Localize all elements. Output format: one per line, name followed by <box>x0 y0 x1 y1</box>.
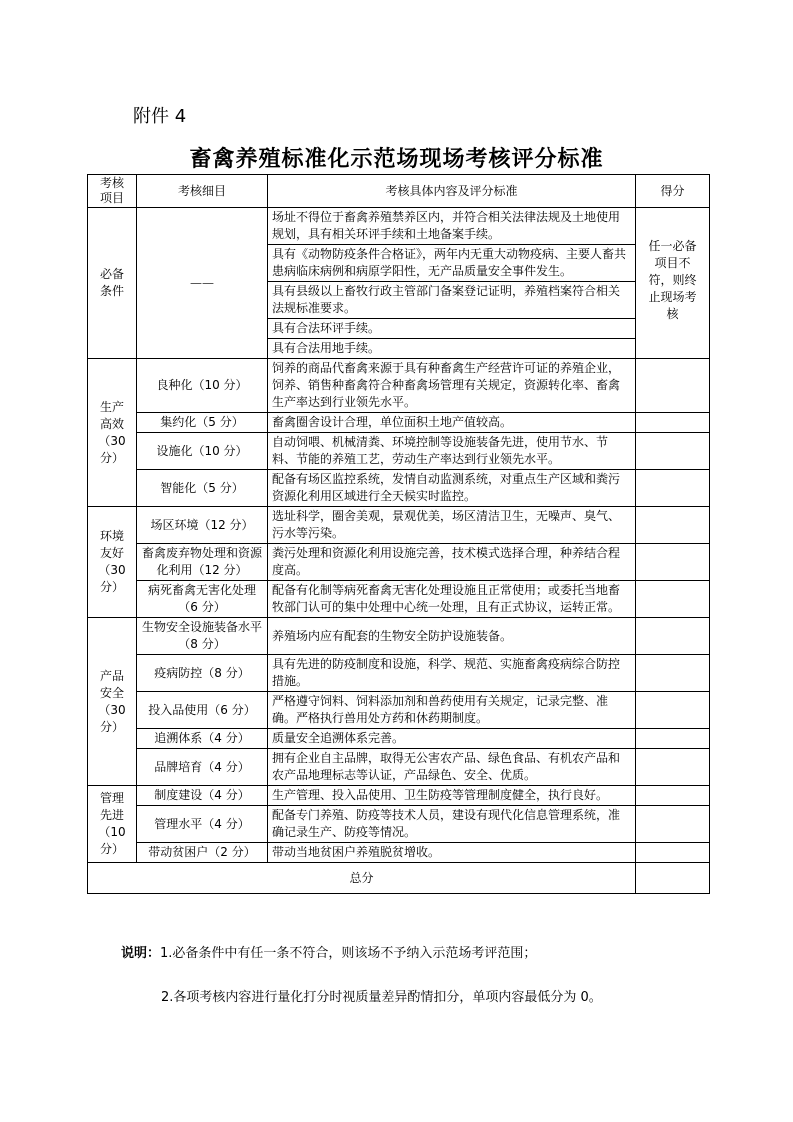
table-row <box>88 749 710 786</box>
score-cell <box>636 692 710 729</box>
table-row <box>88 433 710 470</box>
score-cell <box>636 413 710 433</box>
score-cell <box>636 655 710 692</box>
content-cell: 质量安全追溯体系完善。 <box>268 729 636 749</box>
scored-sections <box>88 359 710 863</box>
score-cell <box>636 806 710 843</box>
category-cell: 管理 先进 （10 分） <box>88 786 137 863</box>
category-cell: 生产 高效 （30 分） <box>88 359 137 507</box>
content-cell: 养殖场内应有配套的生物安全防护设施装备。 <box>268 618 636 655</box>
content-cell: 具有合法环评手续。 <box>268 319 636 339</box>
table-row <box>88 507 710 544</box>
item-cell: —— <box>137 208 268 359</box>
score-cell <box>636 359 710 413</box>
content-cell: 粪污处理和资源化利用设施完善，技术模式选择合理，种养结合程度高。 <box>268 544 636 581</box>
required-row <box>88 208 710 245</box>
table-row <box>88 618 710 655</box>
content-cell: 拥有企业自主品牌，取得无公害农产品、绿色食品、有机农产品和农产品地理标志等认证，产品绿色、安全、优质。 <box>268 749 636 786</box>
content-cell: 配备专门养殖、防疫等技术人员，建设有现代化信息管理系统，准确记录生产、防疫等情况。 <box>268 806 636 843</box>
table-row <box>88 843 710 863</box>
item-cell: 设施化（10 分） <box>137 433 268 470</box>
table-header-row <box>88 175 710 208</box>
table-row <box>88 544 710 581</box>
content-cell: 严格遵守饲料、饲料添加剂和兽药使用有关规定，记录完整、准确。严格执行兽用处方药和休药期制度。 <box>268 692 636 729</box>
content-cell: 具有合法用地手续。 <box>268 339 636 359</box>
item-cell: 疫病防控（8 分） <box>137 655 268 692</box>
content-cell: 饲养的商品代畜禽来源于具有种畜禽生产经营许可证的养殖企业，饲养、销售种畜禽符合种畜禽场管理有关规定，资源转化率、畜禽生产率达到行业领先水平。 <box>268 359 636 413</box>
item-cell: 集约化（5 分） <box>137 413 268 433</box>
content-cell: 场址不得位于畜禽养殖禁养区内，并符合相关法律法规及土地使用规划，具有相关环评手续和土地备案手续。 <box>268 208 636 245</box>
table-row <box>88 413 710 433</box>
item-cell: 智能化（5 分） <box>137 470 268 507</box>
note-line-1 <box>121 942 536 961</box>
content-cell: 带动当地贫困户养殖脱贫增收。 <box>268 843 636 863</box>
item-cell: 场区环境（12 分） <box>137 507 268 544</box>
score-cell <box>636 843 710 863</box>
content-cell: 畜禽圈舍设计合理，单位面积土地产值较高。 <box>268 413 636 433</box>
score-cell <box>636 544 710 581</box>
header-score: 得分 <box>636 175 710 208</box>
category-cell: 环境 友好 （30 分） <box>88 507 137 618</box>
scoring-table <box>87 174 710 894</box>
note-label: 说明： <box>121 946 161 961</box>
content-cell: 具有先进的防疫制度和设施，科学、规范、实施畜禽疫病综合防控措施。 <box>268 655 636 692</box>
table-row <box>88 655 710 692</box>
table-row <box>88 470 710 507</box>
item-cell: 畜禽废弃物处理和资源化利用（12 分） <box>137 544 268 581</box>
content-cell: 配备有场区监控系统，发情自动监测系统，对重点生产区域和粪污资源化利用区域进行全天候实时监控。 <box>268 470 636 507</box>
content-cell: 生产管理、投入品使用、卫生防疫等管理制度健全，执行良好。 <box>268 786 636 806</box>
content-cell: 具有《动物防疫条件合格证》，两年内无重大动物疫病、主要人畜共患病临床病例和病原学阳性，无产品质量安全事件发生。 <box>268 245 636 282</box>
header-category: 考核 项目 <box>88 175 137 208</box>
item-cell: 制度建设（4 分） <box>137 786 268 806</box>
attachment-label: 附件 4 <box>133 106 187 127</box>
header-item: 考核细目 <box>137 175 268 208</box>
table-row <box>88 581 710 618</box>
item-cell: 品牌培育（4 分） <box>137 749 268 786</box>
score-cell <box>636 618 710 655</box>
score-cell <box>636 507 710 544</box>
item-cell: 管理水平（4 分） <box>137 806 268 843</box>
header-content: 考核具体内容及评分标准 <box>268 175 636 208</box>
required-section <box>88 208 710 359</box>
category-cell: 必备 条件 <box>88 208 137 359</box>
content-cell: 选址科学，圈舍美观，景观优美，场区清洁卫生，无噪声、臭气、污水等污染。 <box>268 507 636 544</box>
category-cell: 产品 安全 （30 分） <box>88 618 137 786</box>
table-row <box>88 786 710 806</box>
item-cell: 生物安全设施装备水平（8 分） <box>137 618 268 655</box>
table-row <box>88 692 710 729</box>
score-cell <box>636 470 710 507</box>
note-line-2: 2.各项考核内容进行量化打分时视质量差异酌情扣分，单项内容最低分为 0。 <box>161 990 602 1005</box>
table-row <box>88 806 710 843</box>
content-cell: 自动饲喂、机械清粪、环境控制等设施装备先进，使用节水、节料、节能的养殖工艺，劳动生产率达到行业领先水平。 <box>268 433 636 470</box>
score-cell <box>636 749 710 786</box>
item-cell: 带动贫困户（2 分） <box>137 843 268 863</box>
item-cell: 投入品使用（6 分） <box>137 692 268 729</box>
page-title: 畜禽养殖标准化示范场现场考核评分标准 <box>189 147 604 172</box>
score-cell <box>636 786 710 806</box>
score-note-cell: 任一必备 项目不 符，则终 止现场考 核 <box>636 208 710 359</box>
score-cell <box>636 729 710 749</box>
content-cell: 配备有化制等病死畜禽无害化处理设施且正常使用；或委托当地畜牧部门认可的集中处理中心统一处理，且有正式协议，运转正常。 <box>268 581 636 618</box>
total-label: 总分 <box>88 863 636 894</box>
item-cell: 追溯体系（4 分） <box>137 729 268 749</box>
total-score-cell <box>636 863 710 894</box>
item-cell: 病死畜禽无害化处理（6 分） <box>137 581 268 618</box>
item-cell: 良种化（10 分） <box>137 359 268 413</box>
score-cell <box>636 433 710 470</box>
note-text-1: 1.必备条件中有任一条不符合，则该场不予纳入示范场考评范围； <box>160 946 537 961</box>
table-row <box>88 359 710 413</box>
table-row <box>88 729 710 749</box>
score-cell <box>636 581 710 618</box>
total-row <box>88 863 710 894</box>
content-cell: 具有县级以上畜牧行政主管部门备案登记证明，养殖档案符合相关法规标准要求。 <box>268 282 636 319</box>
